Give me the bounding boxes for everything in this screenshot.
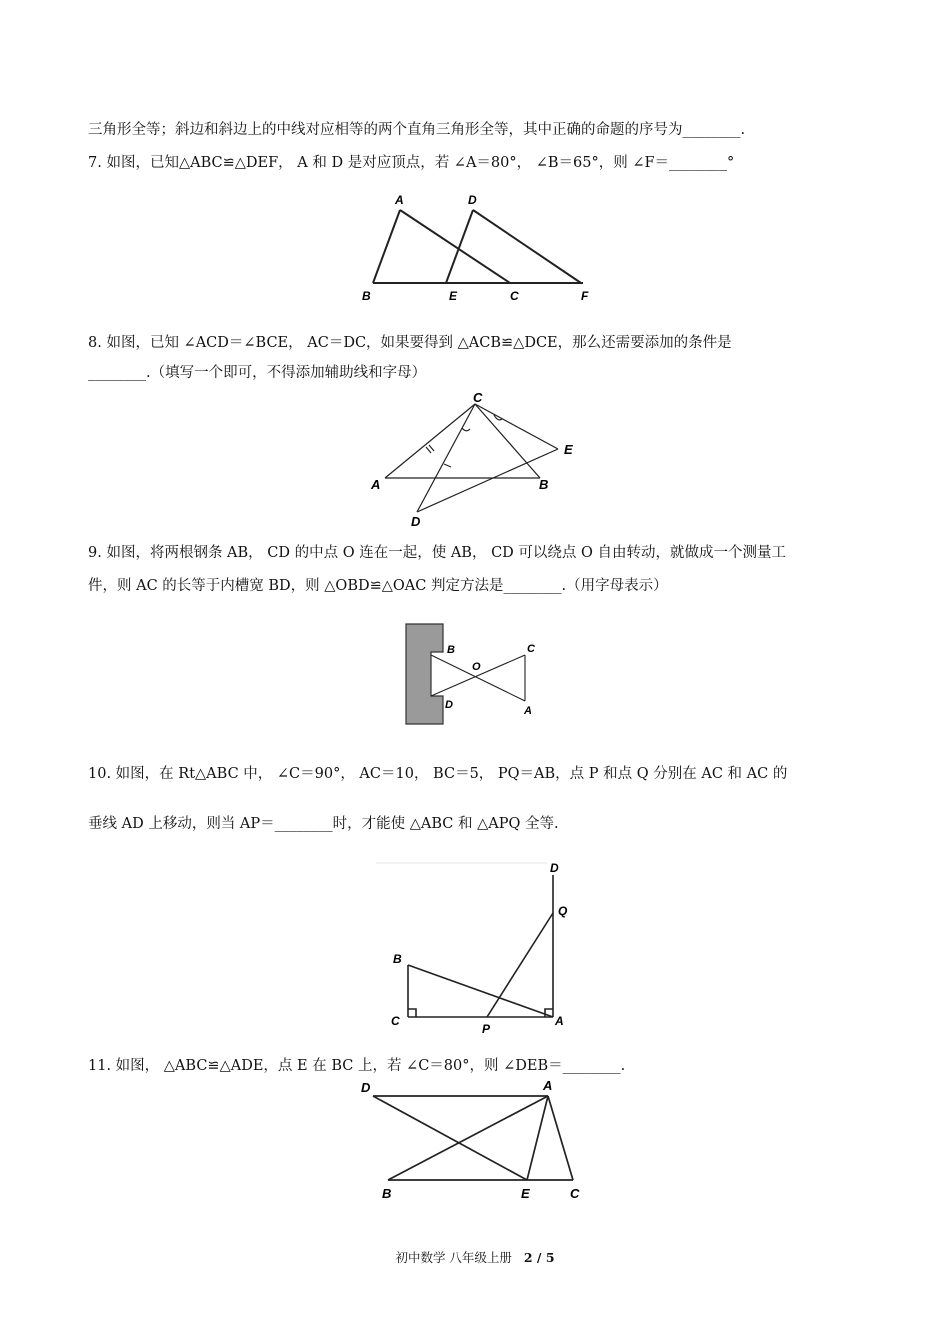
label-c: C — [510, 289, 519, 303]
figure-q8 — [365, 392, 590, 530]
figure-q9 — [400, 618, 550, 730]
page-number: 2 / 5 — [523, 1250, 555, 1265]
label-d: D — [550, 861, 559, 875]
q10-text: 10. 如图，在 Rt△ABC 中， ∠C＝90°， AC＝10， BC＝5， PQ＝AB，点 P 和点 Q 分别在 AC 和 AC 的 — [88, 766, 788, 782]
label-a: A — [555, 1014, 564, 1028]
side-ac — [548, 1096, 573, 1180]
label-a: A — [371, 477, 381, 492]
side-de — [446, 210, 473, 283]
label-e: E — [564, 442, 573, 457]
side-ca — [385, 404, 475, 478]
footer-subject: 初中数学 八年级上册 — [395, 1250, 512, 1265]
label-b: B — [362, 289, 371, 303]
label-b: B — [539, 477, 549, 492]
q9-text-continued: 件，则 AC 的长等于内槽宽 BD，则 △OBD≌△OAC 判定方法是________.（用字母表示） — [88, 578, 668, 594]
side-df — [473, 210, 581, 283]
side-ae — [527, 1096, 548, 1180]
q8-text: 8. 如图，已知 ∠ACD＝∠BCE， AC＝DC，如果要得到 △ACB≌△DCE，那么还需要添加的条件是 — [88, 335, 732, 351]
label-d: D — [361, 1080, 371, 1095]
side-de — [417, 449, 558, 512]
angle-mark-acd — [462, 428, 470, 431]
side-ab — [373, 210, 400, 283]
page-footer — [0, 1248, 950, 1266]
label-b: B — [382, 1186, 392, 1201]
label-c: C — [391, 1014, 400, 1028]
label-c: C — [570, 1186, 580, 1201]
side-cd — [417, 404, 475, 512]
label-c: C — [473, 392, 483, 405]
q10-text-continued: 垂线 AD 上移动，则当 AP＝________时，才能使 △ABC 和 △APQ 全等. — [88, 816, 559, 832]
side-ba — [388, 1096, 548, 1180]
label-e: E — [521, 1186, 530, 1201]
label-e: E — [449, 289, 458, 303]
tick-ac-2 — [429, 445, 434, 451]
figure-q11 — [355, 1074, 595, 1208]
side-ba — [408, 965, 553, 1017]
label-b: B — [393, 952, 402, 966]
label-b: B — [447, 644, 455, 656]
q8-text-continued: ________.（填写一个即可，不得添加辅助线和字母） — [88, 365, 427, 381]
label-a: A — [395, 193, 404, 207]
figure-q10 — [372, 857, 577, 1037]
side-de — [373, 1096, 527, 1180]
label-o: O — [472, 661, 481, 673]
side-ac — [400, 210, 510, 283]
label-p: P — [482, 1022, 491, 1036]
label-f: F — [581, 289, 589, 303]
q6-continued-text: 三角形全等；斜边和斜边上的中线对应相等的两个直角三角形全等，其中正确的命题的序号为________. — [88, 122, 746, 138]
label-d: D — [445, 699, 453, 711]
label-d: D — [468, 193, 477, 207]
label-a: A — [543, 1078, 553, 1093]
tick-cd — [444, 464, 451, 467]
tick-ac — [426, 447, 431, 453]
segment-pq — [487, 913, 553, 1017]
measuring-tool-body — [406, 624, 443, 724]
label-c: C — [527, 643, 535, 655]
label-d: D — [411, 514, 421, 529]
label-q: Q — [558, 904, 568, 918]
q7-text: 7. 如图，已知△ABC≌△DEF， A 和 D 是对应顶点，若 ∠A＝80°， ∠B＝65°，则 ∠F＝________° — [88, 155, 735, 171]
q11-text: 11. 如图， △ABC≌△ADE，点 E 在 BC 上，若 ∠C＝80°，则 ∠DEB＝________. — [88, 1058, 626, 1074]
q9-text: 9. 如图，将两根钢条 AB， CD 的中点 O 连在一起，使 AB， CD 可以绕点 O 自由转动，就做成一个测量工 — [88, 545, 787, 561]
label-a: A — [524, 705, 532, 717]
right-angle-c — [408, 1009, 416, 1017]
side-cb — [475, 404, 540, 478]
side-ce — [475, 404, 558, 449]
figure-q7 — [355, 190, 605, 305]
